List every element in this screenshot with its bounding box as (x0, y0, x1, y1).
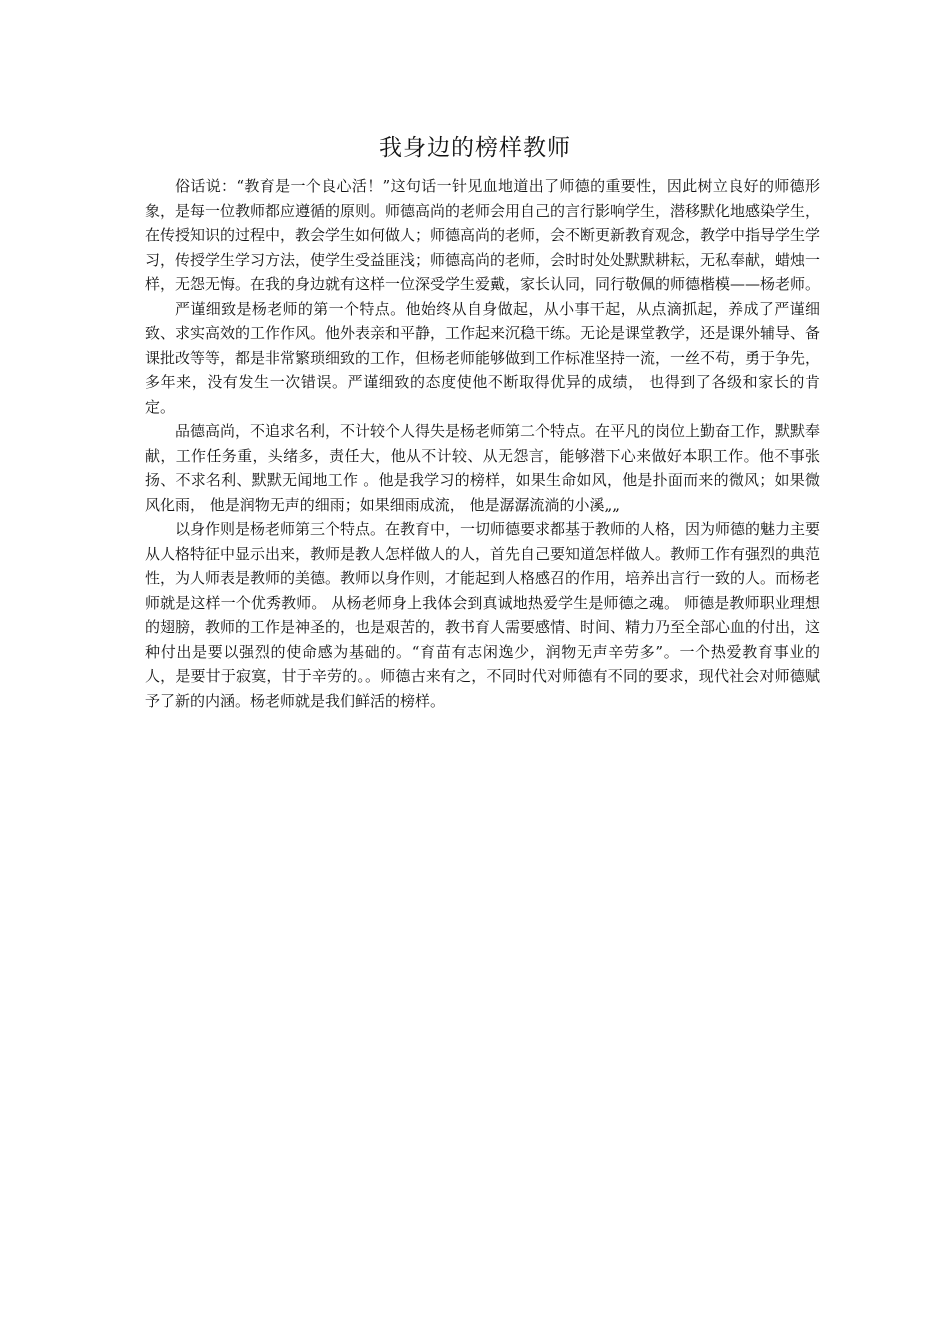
paragraph-intro: 俗话说：“教育是一个良心活！”这句话一针见血地道出了师德的重要性，因此树立良好的师德形象，是每一位教师都应遵循的原则。师德高尚的老师会用自己的言行影响学生，潜移默化地感染学生，在传授知识的过程中，教会学生如何做人；师德高尚的老师，会不断更新教育观念，教学中指导学生学习，传授学生学习方法，使学生受益匪浅；师德高尚的老师，会时时处处默默耕耘，无私奉献，蜡烛一样，无怨无悔。在我的身边就有这样一位深受学生爱戴，家长认同，同行敬佩的师德楷模——杨老师。 (145, 177, 821, 293)
paragraph-trait-1: 严谨细致是杨老师的第一个特点。他始终从自身做起，从小事干起，从点滴抓起，养成了严谨细致、求实高效的工作作风。他外表亲和平静，工作起来沉稳干练。无论是课堂教学，还是课外辅导、备课批改等等，都是非常繁琐细致的工作，但杨老师能够做到工作标准坚持一流，一丝不苟，勇于争先，多年来，没有发生一次错误。严谨细致的态度使他不断取得优异的成绩， 也得到了各级和家长的肯定。 (145, 299, 821, 416)
paragraph-trait-2: 品德高尚，不追求名利，不计较个人得失是杨老师第二个特点。在平凡的岗位上勤奋工作，默默奉献，工作任务重，头绪多，责任大，他从不计较、从无怨言，能够潜下心来做好本职工作。他不事张扬、不求名利、默默无闻地工作 。他是我学习的榜样，如果生命如风，他是扑面而来的微风；如果微风化雨， 他是润物无声的细雨；如果细雨成流， 他是潺潺流淌的小溪„„ (145, 422, 821, 514)
paragraph-trait-3: 以身作则是杨老师第三个特点。在教育中，一切师德要求都基于教师的人格，因为师德的魅力主要从人格特征中显示出来，教师是教人怎样做人的人，首先自己要知道怎样做人。教师工作有强烈的典范性，为人师表是教师的美德。教师以身作则，才能起到人格感召的作用，培养出言行一致的人。而杨老师就是这样一个优秀教师。 从杨老师身上我体会到真诚地热爱学生是师德之魂。 师德是教师职业理想的翅膀，教师的工作是神圣的，也是艰苦的，教书育人需要感情、时间、精力乃至全部心血的付出，这种付出是要以强烈的使命感为基础的。“育苗有志闲逸少，润物无声辛劳多”。一个热爱教育事业的人，是要甘于寂寞，甘于辛劳的。。师德古来有之，不同时代对师德有不同的要求，现代社会对师德赋予了新的内涵。杨老师就是我们鲜活的榜样。 (145, 520, 821, 710)
document-title: 我身边的榜样教师 (379, 135, 571, 161)
document-body (145, 174, 820, 713)
